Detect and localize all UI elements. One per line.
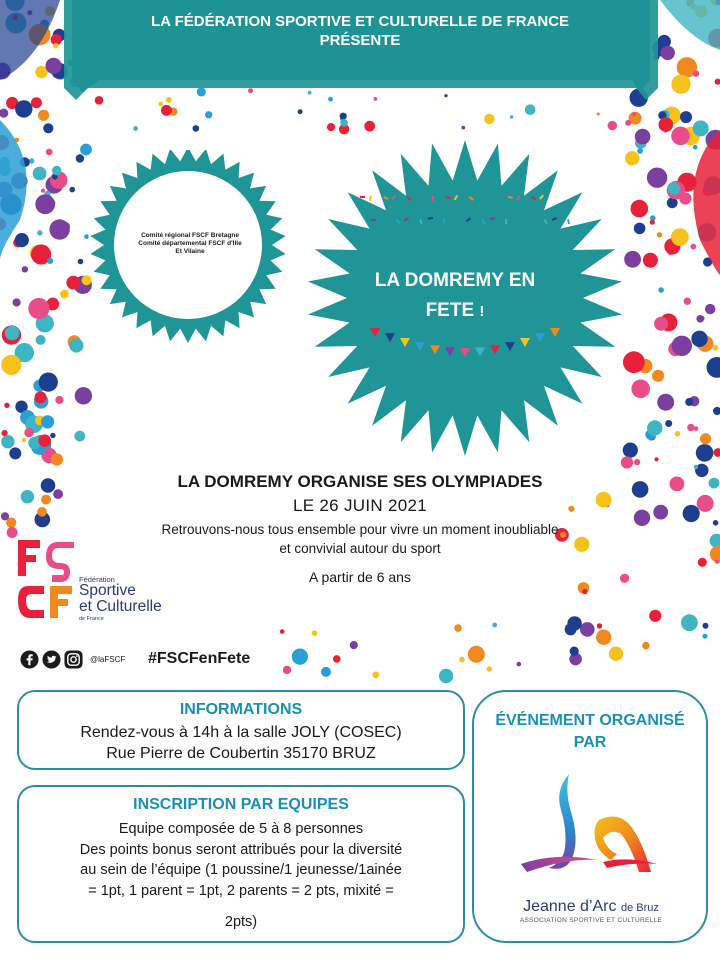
informations-line-1: Rendez-vous à 14h à la salle JOLY (COSEC)	[80, 724, 402, 741]
inscription-box	[17, 785, 465, 943]
jeanne-darc-logo	[507, 772, 677, 887]
big-star-line-2: FETE	[425, 300, 475, 321]
inscription-line-3: au sein de l’équipe (1 poussine/1 jeunesse/1ainée	[80, 862, 402, 878]
fscf-logo-line-1: Fédération	[79, 575, 115, 584]
inscription-title: INSCRIPTION PAR EQUIPES	[133, 796, 349, 813]
organizer-title	[474, 710, 706, 754]
social-handle: @laFSCF	[90, 654, 126, 664]
event-description-line-1: Retrouvons-nous tous ensemble pour vivre un moment inoubliable	[161, 522, 559, 537]
big-star-line-1: LA DOMREMY EN	[374, 270, 536, 291]
organizer-title-line-2: PAR	[573, 734, 607, 751]
organizer-title-line-1: ÉVÉNEMENT ORGANISÉ	[495, 712, 685, 729]
inscription-line-1: Equipe composée de 5 à 8 personnes	[118, 821, 364, 837]
organizer-name-suffix: de Bruz	[620, 902, 659, 914]
informations-box	[17, 690, 465, 770]
fscf-logo-line-3: et Culturelle	[79, 598, 162, 615]
event-date: LE 26 JUIN 2021	[293, 496, 427, 515]
event-description-line-2: et convivial autour du sport	[279, 541, 441, 556]
banner-line-1: LA FÉDÉRATION SPORTIVE ET CULTURELLE DE FRANCE	[150, 13, 570, 30]
organizer-name-main: Jeanne d’Arc	[523, 898, 617, 915]
big-star-title	[355, 266, 555, 327]
hashtag: #FSCFenFete	[148, 650, 251, 667]
fscf-logo-line-4: de France	[79, 616, 104, 622]
banner-line-2: PRÉSENTE	[319, 32, 401, 49]
small-star-line-3: Et Vilaine	[175, 248, 205, 255]
small-star-line-2: Comité départemental FSCF d'Ille	[138, 240, 242, 247]
event-title: LA DOMREMY ORGANISE SES OLYMPIADES	[177, 472, 543, 491]
big-star-exclamation: !	[479, 303, 485, 320]
banner-title	[120, 12, 600, 50]
inscription-line-2: Des points bonus seront attribués pour la diversité	[79, 841, 403, 858]
social-row	[20, 648, 125, 670]
twitter-icon	[42, 650, 61, 669]
organizer-subtitle: ASSOCIATION SPORTIVE ET CULTURELLE	[519, 917, 663, 924]
instagram-icon	[64, 650, 83, 669]
informations-line-2: Rue Pierre de Coubertin 35170 BRUZ	[106, 745, 376, 762]
informations-title: INFORMATIONS	[179, 701, 303, 718]
fscf-logo-line-2: Sportive	[79, 582, 136, 599]
organizer-name	[496, 898, 686, 916]
inscription-line-5: 2pts)	[224, 914, 258, 930]
facebook-icon	[20, 650, 39, 669]
small-star-text	[115, 232, 265, 256]
inscription-line-4: = 1pt, 1 parent = 1pt, 2 parents = 2 pts, mixité =	[88, 882, 394, 899]
event-age: A partir de 6 ans	[309, 569, 411, 585]
small-star-line-1: Comité régional FSCF Bretagne	[141, 232, 239, 239]
inscription-text	[19, 819, 463, 901]
